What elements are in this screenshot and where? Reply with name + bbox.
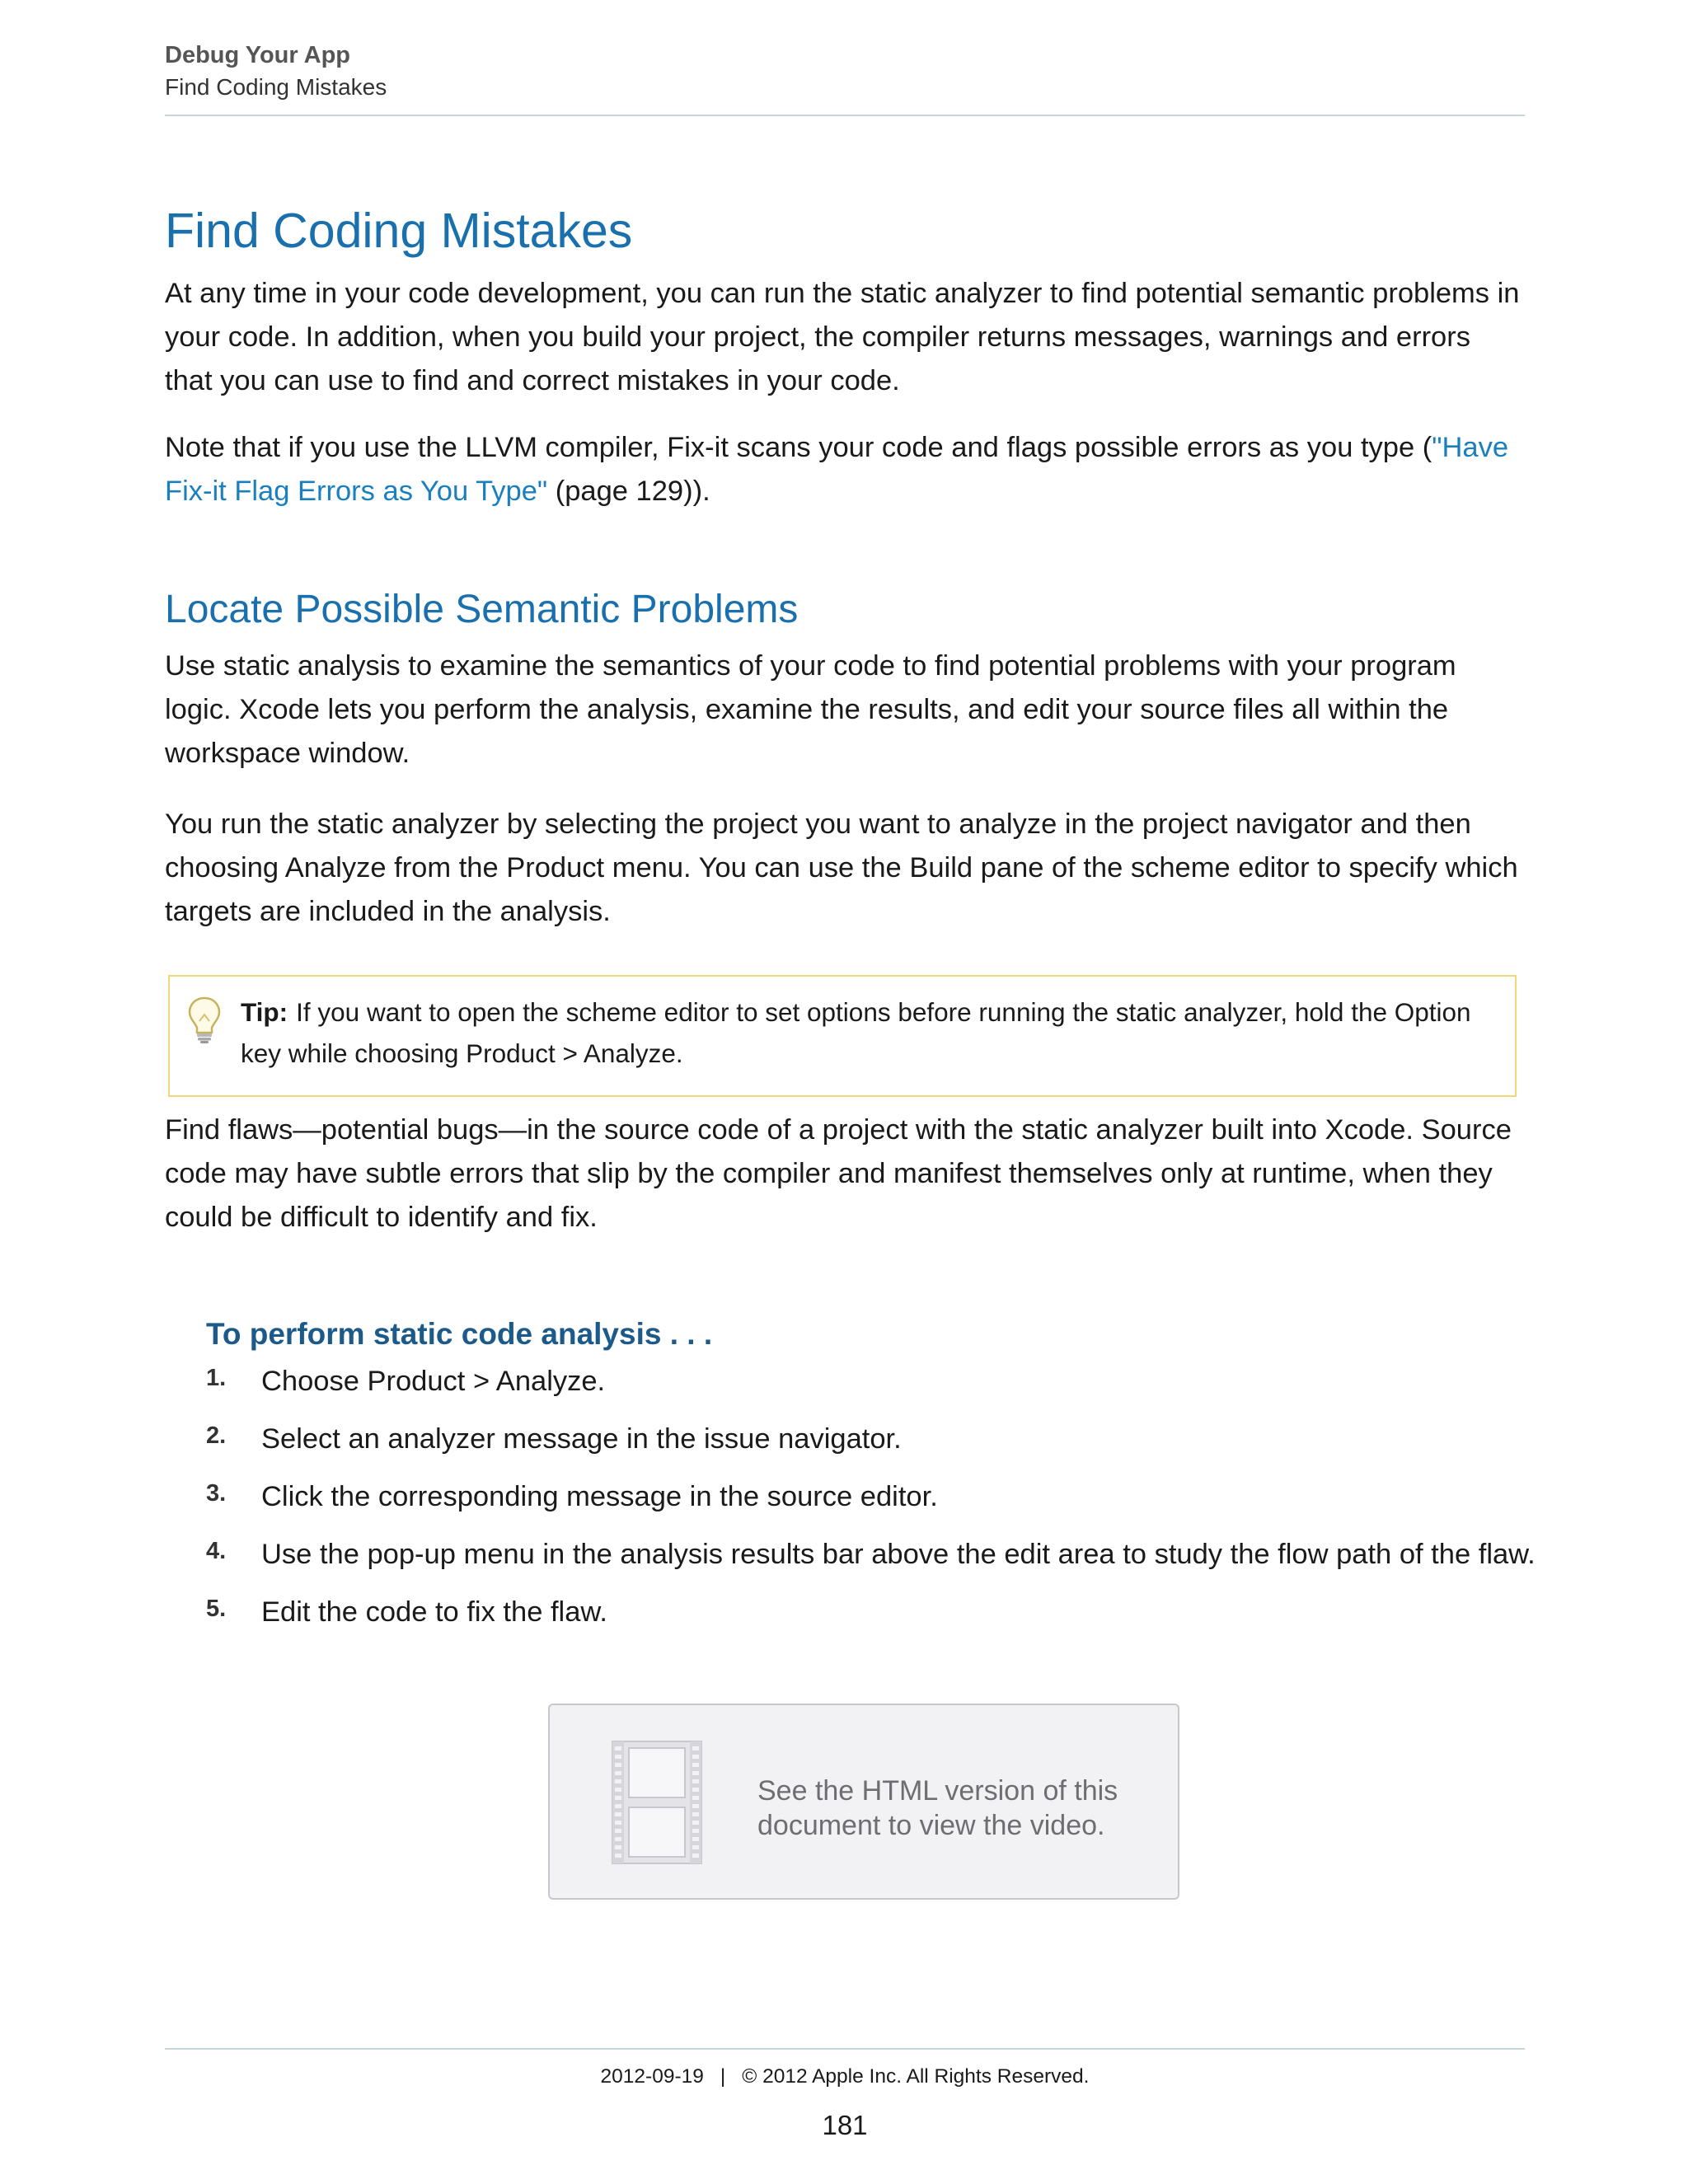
intro-paragraph-1: At any time in your code development, you can run the static analyzer to find potential semantic problems in your code. In addition, when you build your project, the compiler returns messages, warnings and errors that you can use to find and correct mistakes in your code.	[165, 278, 1520, 396]
step-text: Choose Product > Analyze.	[261, 1366, 606, 1397]
fix-it-link[interactable]: "Have Fix-it Flag Errors as You Type"	[165, 432, 1509, 507]
page-title: Find Coding Mistakes	[165, 204, 633, 258]
footer-divider	[165, 2048, 1525, 2050]
film-strip-icon	[607, 1740, 706, 1865]
section-paragraph-2: You run the static analyzer by selecting the project you want to analyze in the project navigator and then choosing Analyze from the Product menu. You can use the Build pane of the scheme editor to specify which targets are included in the analysis.	[165, 808, 1518, 927]
lightbulb-icon	[186, 995, 223, 1044]
running-header-section: Find Coding Mistakes	[165, 74, 387, 100]
running-header-chapter: Debug Your App	[165, 42, 351, 68]
footer-separator: |	[720, 2065, 726, 2088]
intro-paragraph-2-page-ref: (page 129)).	[547, 476, 710, 507]
step-number: 4.	[206, 1538, 227, 1564]
section-paragraph-3: Find flaws—potential bugs—in the source code of a project with the static analyzer built into Xcode. Source code may have subtle errors that slip by the compiler and manifest themselves only at runtime, when they could be difficult to identify and fix.	[165, 1114, 1512, 1233]
section-paragraph-1: Use static analysis to examine the semantics of your code to find potential problems with your program logic. Xcode lets you perform the analysis, examine the results, and edit your source files all within the workspace window.	[165, 650, 1456, 769]
header-divider	[165, 115, 1525, 116]
intro-paragraph-2-text: Note that if you use the LLVM compiler, Fix-it scans your code and flags possible errors as you type (	[165, 432, 1432, 463]
video-message: See the HTML version of this document to view the video.	[757, 1775, 1118, 1841]
list-item	[206, 1592, 1525, 1650]
step-number: 1.	[206, 1365, 227, 1391]
video-placeholder[interactable]	[548, 1704, 1179, 1900]
page-number: 181	[822, 2110, 868, 2140]
footer-date: 2012-09-19	[600, 2065, 704, 2088]
footer	[165, 2063, 1525, 2091]
tip-label: Tip:	[241, 997, 288, 1027]
step-number: 5.	[206, 1596, 227, 1622]
step-text: Use the pop-up menu in the analysis results bar above the edit area to study the flow path of the flaw.	[261, 1539, 1536, 1570]
step-text: Click the corresponding message in the source editor.	[261, 1481, 938, 1512]
running-header	[165, 40, 1525, 104]
step-text: Select an analyzer message in the issue navigator.	[261, 1423, 902, 1455]
list-item	[206, 1535, 1536, 1592]
section-heading: Locate Possible Semantic Problems	[165, 588, 799, 631]
tip-box	[168, 975, 1517, 1097]
list-item	[206, 1419, 1525, 1477]
step-number: 2.	[206, 1422, 227, 1449]
step-number: 3.	[206, 1480, 227, 1507]
footer-copyright: © 2012 Apple Inc. All Rights Reserved.	[742, 2065, 1090, 2088]
intro-paragraph-2	[165, 426, 1525, 513]
steps-list	[206, 1361, 1536, 1650]
step-text: Edit the code to fix the flaw.	[261, 1596, 607, 1628]
task-heading: To perform static code analysis . . .	[206, 1317, 713, 1351]
tip-text: If you want to open the scheme editor to set options before running the static analyzer, hold the Option key while choosing Product > Analyze.	[241, 997, 1471, 1068]
tip-content	[241, 991, 1493, 1074]
list-item	[206, 1361, 1525, 1419]
list-item	[206, 1477, 1525, 1535]
